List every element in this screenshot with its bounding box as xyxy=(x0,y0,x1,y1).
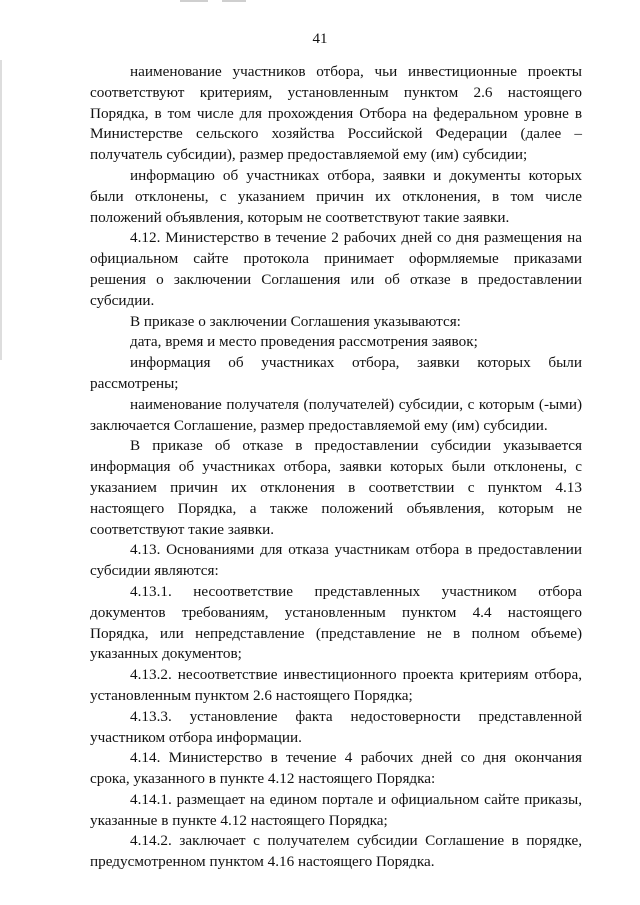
scan-edge-mark xyxy=(222,0,246,2)
scan-edge-mark xyxy=(180,0,208,2)
paragraph: 4.14. Министерство в течение 4 рабочих дней со дня окончания срока, указанного в пункте 4.12 настоящего Порядка: xyxy=(90,749,582,788)
paragraph: В приказе о заключении Соглашения указываются: xyxy=(130,312,461,330)
document-body xyxy=(90,62,582,873)
page-number: 41 xyxy=(312,31,328,47)
paragraph: 4.13.1. несоответствие представленных участником отбора документов требованиям, установленным пунктом 4.4 настоящего Порядка, или непредставление (представление не в полном объеме) указанных документов; xyxy=(90,582,582,663)
paragraph: информация об участниках отбора, заявки которых были рассмотрены; xyxy=(90,354,582,392)
paragraph: наименование участников отбора, чьи инвестиционные проекты соответствуют критериям, установленным пунктом 2.6 настоящего Порядка, в том числе для прохождения Отбора на федеральном уровне в Министерстве сельского хозяйства Российской Федерации (далее – получатель субсидии), размер предоставляемой ему (им) субсидии; xyxy=(90,63,582,164)
paragraph: 4.14.1. размещает на едином портале и официальном сайте приказы, указанные в пункте 4.12 настоящего Порядка; xyxy=(90,790,582,829)
paragraph: 4.13. Основаниями для отказа участникам отбора в предоставлении субсидии являются: xyxy=(90,541,582,580)
paragraph: 4.12. Министерство в течение 2 рабочих дней со дня размещения на официальном сайте протокола принимает оформляемые приказами решения о заключении Соглашения или об отказе в предоставлении субсидии. xyxy=(90,229,582,309)
paragraph: информацию об участниках отбора, заявки и документы которых были отклонены, с указанием причин их отклонения, в том числе положений объявления, которым не соответствуют такие заявки. xyxy=(90,166,582,226)
paragraph: В приказе об отказе в предоставлении субсидии указывается информация об участниках отбора, заявки которых были отклонены, с указанием причин их отклонения в соответствии с пунктом 4.13 настоящего Порядка, а также положений объявления, которым не соответствуют такие заявки. xyxy=(90,437,582,538)
paragraph: наименование получателя (получателей) субсидии, с которым (-ыми) заключается Соглашение, размер предоставляемой ему (им) субсидии. xyxy=(90,395,582,434)
paragraph: 4.13.2. несоответствие инвестиционного проекта критериям отбора, установленным пунктом 2.6 настоящего Порядка; xyxy=(90,666,582,704)
scan-edge-mark xyxy=(0,60,2,360)
paragraph: дата, время и место проведения рассмотрения заявок; xyxy=(130,333,478,351)
paragraph: 4.13.3. установление факта недостоверности представленной участником отбора информации. xyxy=(90,707,582,746)
paragraph: 4.14.2. заключает с получателем субсидии Соглашение в порядке, предусмотренном пунктом 4.16 настоящего Порядка. xyxy=(90,832,582,871)
